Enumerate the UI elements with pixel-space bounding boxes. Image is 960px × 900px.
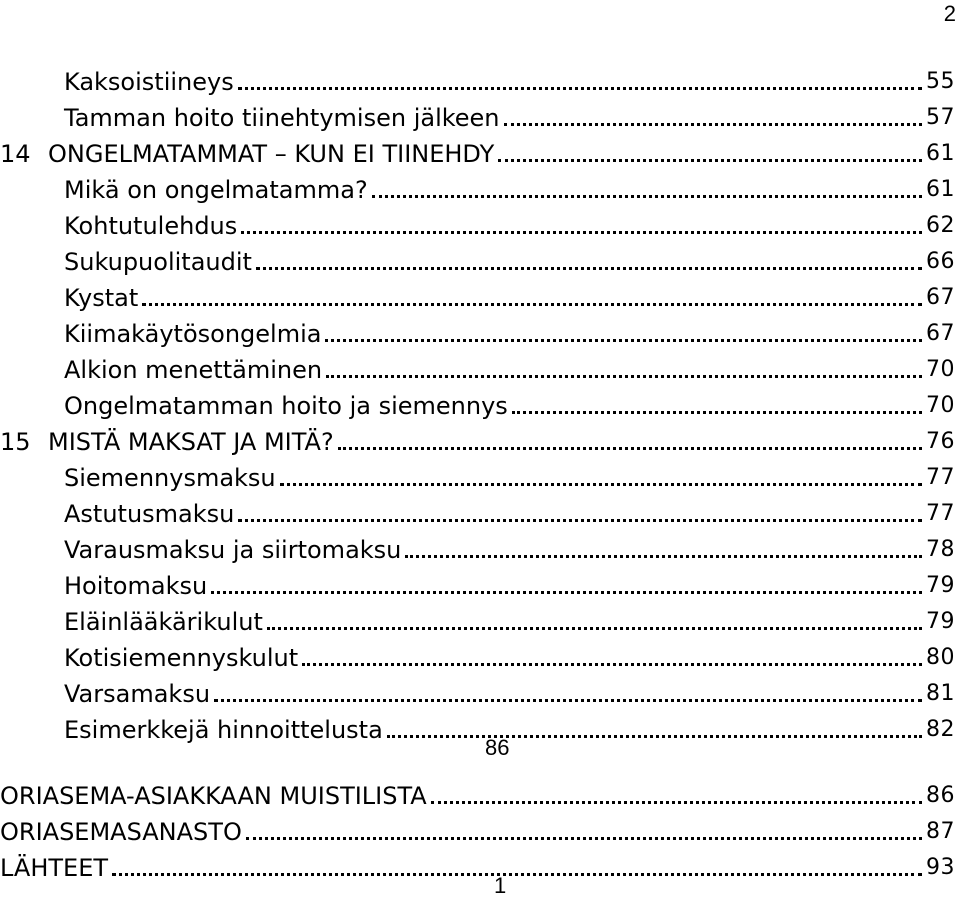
toc-entry-page: 81 <box>926 681 955 706</box>
dot-leader <box>142 303 922 306</box>
toc-entry[interactable] <box>0 240 955 276</box>
dot-leader <box>326 375 922 378</box>
toc-entry[interactable] <box>0 60 955 96</box>
dot-leader <box>238 87 922 90</box>
toc-entry-page: 86 <box>926 783 955 808</box>
dot-leader <box>302 663 922 666</box>
toc-entry[interactable] <box>0 96 955 132</box>
footer-page-number: 1 <box>494 873 507 898</box>
toc-entry[interactable] <box>0 384 955 420</box>
dot-leader <box>431 801 922 804</box>
toc-entry[interactable] <box>0 348 955 384</box>
dot-leader <box>325 339 922 342</box>
toc-entry-title: Kiimakäytösongelmia <box>64 320 322 348</box>
dot-leader <box>405 555 922 558</box>
toc-entry-title: Kystat <box>64 284 139 312</box>
toc-entry-page: 67 <box>926 321 955 346</box>
toc-entry[interactable] <box>0 600 955 636</box>
dot-leader <box>112 873 922 876</box>
dot-leader <box>338 447 922 450</box>
toc-entry[interactable] <box>0 774 955 810</box>
toc-entry[interactable] <box>0 420 955 456</box>
stray-page-number: 86 <box>485 735 510 760</box>
toc-entry-page: 66 <box>926 249 955 274</box>
toc-entry[interactable] <box>0 636 955 672</box>
spacer <box>0 744 955 774</box>
dot-leader <box>387 735 922 738</box>
toc-entry[interactable] <box>0 528 955 564</box>
dot-leader <box>246 837 922 840</box>
toc-entry-page: 77 <box>926 465 955 490</box>
toc-entry-title: Alkion menettäminen <box>64 356 323 384</box>
toc-entry-page: 78 <box>926 537 955 562</box>
toc-entry-title: Esimerkkejä hinnoittelusta <box>64 716 383 744</box>
dot-leader <box>267 627 922 630</box>
toc-entry-page: 79 <box>926 609 955 634</box>
toc-entry-title: Varausmaksu ja siirtomaksu <box>64 536 402 564</box>
toc-entry-title: Eläinlääkärikulut <box>64 608 263 636</box>
toc-entry-title: LÄHTEET <box>0 854 109 882</box>
table-of-contents <box>0 60 955 882</box>
toc-entry-title: Tamman hoito tiinehtymisen jälkeen <box>64 104 500 132</box>
toc-entry-page: 79 <box>926 573 955 598</box>
toc-entry[interactable] <box>0 810 955 846</box>
dot-leader <box>238 519 922 522</box>
toc-entry[interactable] <box>0 168 955 204</box>
toc-entry-page: 82 <box>926 717 955 742</box>
toc-entry-title: MISTÄ MAKSAT JA MITÄ? <box>48 428 334 456</box>
toc-entry[interactable] <box>0 204 955 240</box>
toc-entry-page: 55 <box>926 69 955 94</box>
toc-entry[interactable] <box>0 276 955 312</box>
toc-entry-title: Siemennysmaksu <box>64 464 276 492</box>
toc-entry-page: 87 <box>926 819 955 844</box>
toc-entry-page: 80 <box>926 645 955 670</box>
toc-entry[interactable] <box>0 492 955 528</box>
toc-entry-title: Kohtutulehdus <box>64 212 238 240</box>
toc-entry-number: 15 <box>0 428 31 456</box>
toc-entry[interactable] <box>0 312 955 348</box>
toc-entry[interactable] <box>0 564 955 600</box>
toc-entry-title: Hoitomaksu <box>64 572 208 600</box>
toc-entry-page: 70 <box>926 357 955 382</box>
toc-entry-title: ORIASEMA-ASIAKKAAN MUISTILISTA <box>0 782 427 810</box>
dot-leader <box>372 195 922 198</box>
dot-leader <box>512 411 922 414</box>
dot-leader <box>504 123 922 126</box>
toc-entry-page: 70 <box>926 393 955 418</box>
toc-entry-page: 57 <box>926 105 955 130</box>
toc-entry-title: Kaksoistiineys <box>64 68 234 96</box>
toc-entry-page: 67 <box>926 285 955 310</box>
toc-entry-title: Astutusmaksu <box>64 500 235 528</box>
toc-entry-title: Varsamaksu <box>64 680 211 708</box>
toc-entry-page: 62 <box>926 213 955 238</box>
page-number: 2 <box>943 1 956 26</box>
toc-entry-page: 61 <box>926 177 955 202</box>
toc-entry[interactable] <box>0 456 955 492</box>
dot-leader <box>211 591 922 594</box>
dot-leader <box>256 267 922 270</box>
toc-entry-page: 93 <box>926 855 955 880</box>
toc-entry-title: Ongelmatamman hoito ja siemennys <box>64 392 508 420</box>
dot-leader <box>498 159 922 162</box>
toc-entry-title: ONGELMATAMMAT – KUN EI TIINEHDY <box>48 140 495 168</box>
toc-entry[interactable] <box>0 132 955 168</box>
dot-leader <box>280 483 922 486</box>
toc-entry[interactable] <box>0 708 955 744</box>
toc-entry[interactable] <box>0 846 955 882</box>
toc-entry-number: 14 <box>0 140 31 168</box>
toc-entry-title: Sukupuolitaudit <box>64 248 252 276</box>
toc-entry-page: 61 <box>926 141 955 166</box>
dot-leader <box>214 699 922 702</box>
toc-entry-page: 77 <box>926 501 955 526</box>
toc-entry-title: Kotisiemennyskulut <box>64 644 299 672</box>
dot-leader <box>241 231 922 234</box>
toc-entry[interactable] <box>0 672 955 708</box>
toc-entry-title: Mikä on ongelmatamma? <box>64 176 368 204</box>
toc-entry-page: 76 <box>926 429 955 454</box>
toc-entry-title: ORIASEMASANASTO <box>0 818 242 846</box>
